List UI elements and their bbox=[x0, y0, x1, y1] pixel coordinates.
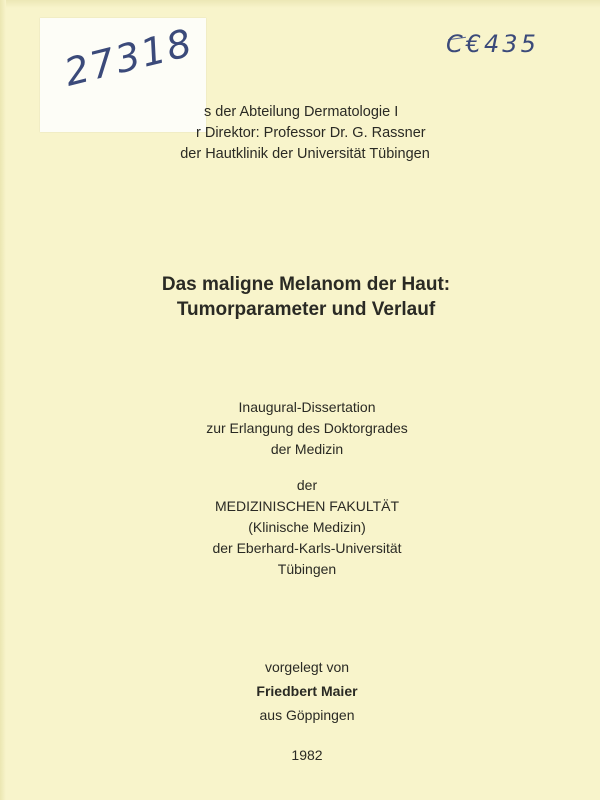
institute-line-2: r Direktor: Professor Dr. G. Rassner bbox=[196, 125, 426, 141]
title-line-1: Das maligne Melanom der Haut: bbox=[161, 274, 451, 295]
institute-line-3: der Hautklinik der Universität Tübingen bbox=[180, 146, 430, 162]
dissertation-line-3: der Medizin bbox=[270, 441, 344, 457]
faculty-line-1: der bbox=[296, 477, 318, 493]
dissertation-type bbox=[0, 397, 600, 460]
title-line-2: Tumorparameter und Verlauf bbox=[176, 299, 436, 320]
author-name: Friedbert Maier bbox=[256, 683, 358, 699]
faculty-line-5: Tübingen bbox=[277, 561, 337, 577]
dissertation-line-2: zur Erlangung des Doktorgrades bbox=[206, 420, 408, 436]
author-origin: aus Göppingen bbox=[259, 707, 355, 723]
handwritten-shelf-code: C€435 bbox=[446, 30, 539, 58]
author-block bbox=[0, 655, 600, 727]
dissertation-title bbox=[0, 272, 600, 322]
handwritten-accession-number: 27318 bbox=[60, 20, 198, 95]
faculty-line-3: (Klinische Medizin) bbox=[248, 519, 366, 535]
publication-year: 1982 bbox=[291, 747, 323, 763]
year-block bbox=[0, 745, 600, 766]
institute-line-1: s der Abteilung Dermatologie I bbox=[204, 104, 399, 120]
faculty-line-2: MEDIZINISCHEN FAKULTÄT bbox=[214, 498, 400, 514]
author-intro: vorgelegt von bbox=[264, 659, 350, 675]
page-top-edge bbox=[0, 0, 600, 8]
faculty-block bbox=[0, 475, 600, 580]
dissertation-line-1: Inaugural-Dissertation bbox=[238, 399, 376, 415]
faculty-line-4: der Eberhard-Karls-Universität bbox=[212, 540, 402, 556]
